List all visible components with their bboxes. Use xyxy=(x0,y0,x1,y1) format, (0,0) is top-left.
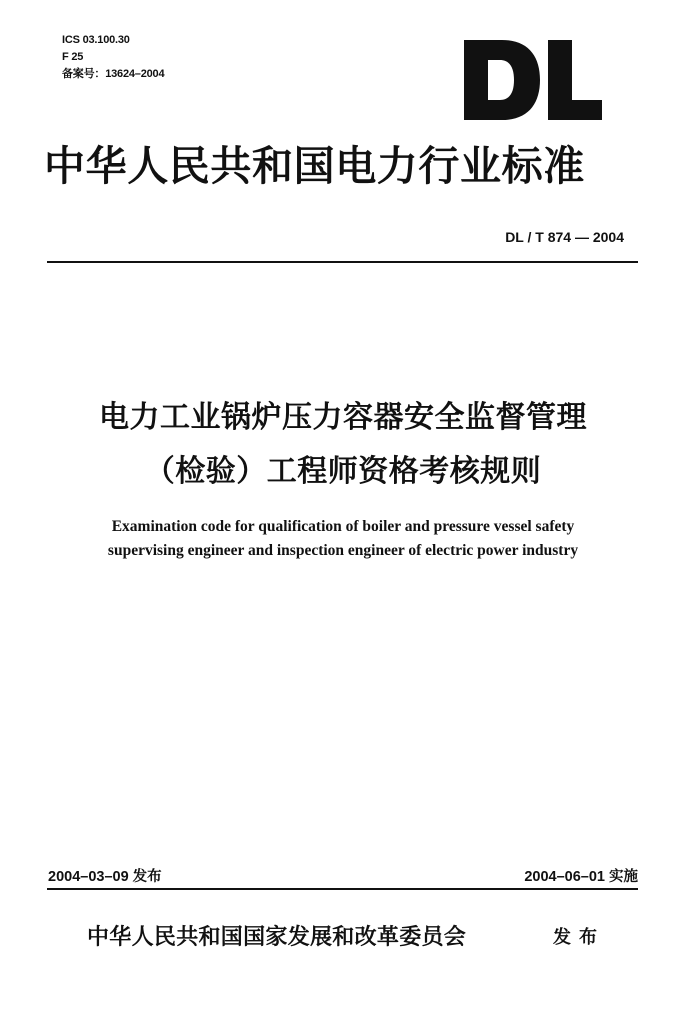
standard-number: DL / T 874 — 2004 xyxy=(505,229,624,245)
implementation-date: 2004–06–01 实施 xyxy=(524,869,638,885)
english-title-line-1: Examination code for qualification of boiler and pressure vessel safety xyxy=(111,518,575,535)
issue-date: 2004–03–09 发布 xyxy=(48,869,162,885)
english-title-line-2: supervising engineer and inspection engineer of electric power industry xyxy=(107,542,579,559)
filing-number: 备案号：13624–2004 xyxy=(62,68,165,80)
standard-category: 中华人民共和国电力行业标准 xyxy=(44,142,585,190)
ics-code: ICS 03.100.30 xyxy=(62,34,130,46)
dl-logo xyxy=(462,38,604,122)
bottom-divider xyxy=(47,888,638,890)
publish-label: 发布 xyxy=(553,927,605,948)
chinese-title-line-1: 电力工业锅炉压力容器安全监督管理 xyxy=(99,400,587,435)
ccs-code: F 25 xyxy=(62,51,84,63)
chinese-title-line-2: （检验）工程师资格考核规则 xyxy=(144,454,542,489)
top-divider xyxy=(47,261,638,263)
issuing-authority: 中华人民共和国国家发展和改革委员会 xyxy=(87,924,467,950)
